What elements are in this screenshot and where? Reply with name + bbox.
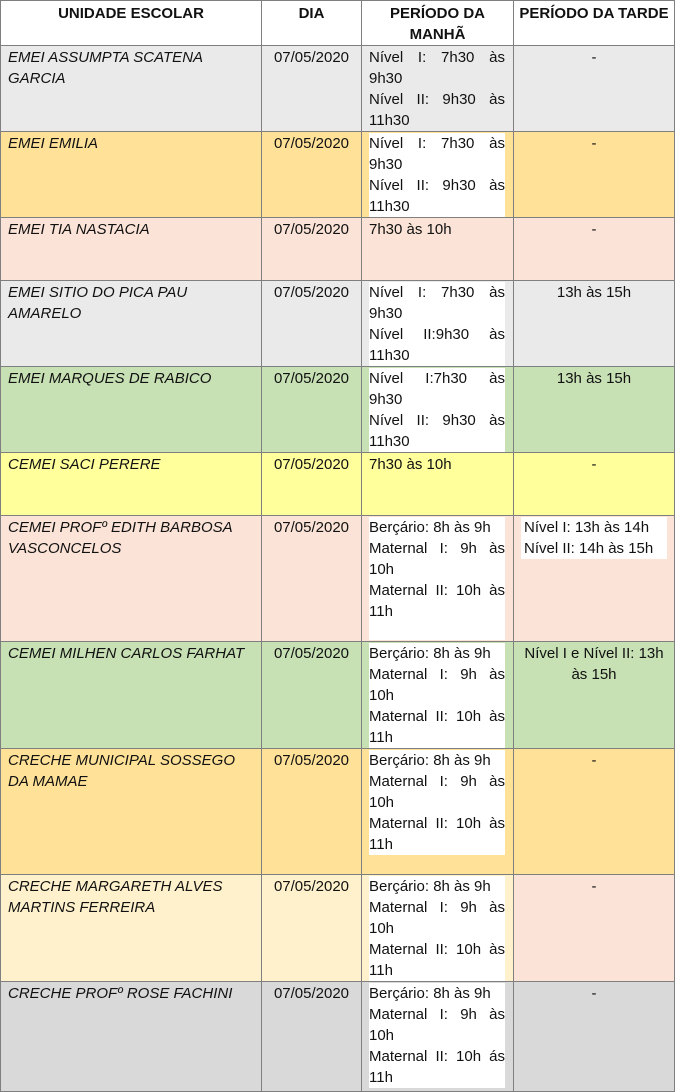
table-row — [1, 132, 675, 218]
afternoon-schedule: Nível I e Nível II: 13h às 15h — [524, 645, 664, 683]
morning-cell — [362, 749, 514, 875]
school-name: EMEI SITIO DO PICA PAU AMARELO — [1, 281, 262, 367]
school-name: CEMEI MILHEN CARLOS FARHAT — [1, 642, 262, 749]
morning-slot: Nível I:7h30 às 9h30 — [369, 370, 505, 408]
school-name: EMEI MARQUES DE RABICO — [1, 367, 262, 453]
afternoon-cell — [514, 367, 675, 453]
day-cell: 07/05/2020 — [262, 453, 362, 516]
afternoon-cell — [514, 642, 675, 749]
afternoon-cell — [514, 516, 675, 642]
morning-schedule — [369, 368, 505, 452]
school-name: EMEI EMILIA — [1, 132, 262, 218]
day-cell: 07/05/2020 — [262, 875, 362, 982]
morning-cell — [362, 132, 514, 218]
morning-schedule — [369, 282, 505, 366]
table-row — [1, 453, 675, 516]
morning-schedule — [369, 47, 505, 131]
morning-slot: Nível I: 7h30 às 9h30 — [369, 284, 505, 322]
table-row — [1, 875, 675, 982]
morning-slot: Nível II: 9h30 às 11h30 — [369, 177, 505, 215]
day-cell: 07/05/2020 — [262, 281, 362, 367]
morning-slot: 7h30 às 10h — [369, 456, 452, 473]
afternoon-cell — [514, 218, 675, 281]
afternoon-schedule: - — [591, 878, 597, 895]
morning-schedule — [369, 643, 505, 748]
table-row — [1, 281, 675, 367]
school-name: EMEI TIA NASTACIA — [1, 218, 262, 281]
morning-slot: Maternal II: 10h ás 11h — [369, 1048, 505, 1086]
afternoon-cell — [514, 982, 675, 1092]
day-cell: 07/05/2020 — [262, 367, 362, 453]
morning-slot: Maternal I: 9h às 10h — [369, 1006, 505, 1044]
morning-slot: Maternal I: 9h às 10h — [369, 666, 505, 704]
school-name: CEMEI PROFº EDITH BARBOSA VASCONCELOS — [1, 516, 262, 642]
morning-slot: Maternal II: 10h às 11h — [369, 941, 505, 979]
morning-slot: Nível II: 9h30 às 11h30 — [369, 412, 505, 450]
afternoon-cell — [514, 875, 675, 982]
morning-schedule — [369, 517, 505, 640]
morning-cell — [362, 46, 514, 132]
table-row — [1, 982, 675, 1092]
morning-cell — [362, 516, 514, 642]
morning-cell — [362, 367, 514, 453]
table-row — [1, 218, 675, 281]
header-morning: PERÍODO DA MANHÃ — [362, 1, 514, 46]
table-row — [1, 749, 675, 875]
header-row — [1, 1, 675, 46]
afternoon-cell — [514, 132, 675, 218]
afternoon-cell — [514, 281, 675, 367]
morning-cell — [362, 642, 514, 749]
school-name: CRECHE PROFº ROSE FACHINI — [1, 982, 262, 1092]
afternoon-schedule: 13h às 15h — [556, 284, 632, 301]
day-cell: 07/05/2020 — [262, 46, 362, 132]
morning-slot: Berçário: 8h às 9h — [369, 985, 491, 1002]
morning-slot: Maternal I: 9h às 10h — [369, 773, 505, 811]
morning-slot: Berçário: 8h às 9h — [369, 878, 491, 895]
morning-slot: Maternal II: 10h às 11h — [369, 708, 505, 746]
day-cell: 07/05/2020 — [262, 982, 362, 1092]
day-cell: 07/05/2020 — [262, 132, 362, 218]
morning-cell — [362, 218, 514, 281]
afternoon-schedule: - — [591, 456, 597, 473]
header-day: DIA — [262, 1, 362, 46]
afternoon-cell — [514, 749, 675, 875]
morning-slot: Nível I: 7h30 às 9h30 — [369, 49, 505, 87]
morning-schedule — [369, 454, 505, 475]
morning-schedule — [369, 219, 505, 240]
school-name: CRECHE MUNICIPAL SOSSEGO DA MAMAE — [1, 749, 262, 875]
header-school: UNIDADE ESCOLAR — [1, 1, 262, 46]
morning-slot: Nível I: 7h30 às 9h30 — [369, 135, 505, 173]
afternoon-schedule: - — [591, 49, 597, 66]
afternoon-schedule: - — [591, 985, 597, 1002]
afternoon-schedule: - — [591, 752, 597, 769]
school-name: CRECHE MARGARETH ALVES MARTINS FERREIRA — [1, 875, 262, 982]
morning-slot: Maternal I: 9h às 10h — [369, 899, 505, 937]
school-name: CEMEI SACI PERERE — [1, 453, 262, 516]
afternoon-schedule: - — [591, 135, 597, 152]
afternoon-cell — [514, 46, 675, 132]
header-afternoon: PERÍODO DA TARDE — [514, 1, 675, 46]
morning-slot: Nível II: 9h30 às 11h30 — [369, 91, 505, 129]
morning-schedule — [369, 876, 505, 981]
afternoon-schedule: - — [591, 221, 597, 238]
morning-slot: 7h30 às 10h — [369, 221, 452, 238]
morning-slot: Maternal II: 10h às 11h — [369, 815, 505, 853]
day-cell: 07/05/2020 — [262, 642, 362, 749]
morning-cell — [362, 982, 514, 1092]
afternoon-cell — [514, 453, 675, 516]
morning-slot: Maternal I: 9h às 10h — [369, 540, 505, 578]
morning-cell — [362, 453, 514, 516]
morning-slot: Berçário: 8h às 9h — [369, 519, 491, 536]
table-row — [1, 367, 675, 453]
morning-schedule — [369, 750, 505, 855]
afternoon-schedule: 13h às 15h — [556, 370, 632, 387]
morning-schedule — [369, 133, 505, 217]
morning-slot: Nível II:9h30 às 11h30 — [369, 326, 505, 364]
morning-slot: Berçário: 8h às 9h — [369, 752, 491, 769]
table-row — [1, 516, 675, 642]
morning-schedule — [369, 983, 505, 1088]
day-cell: 07/05/2020 — [262, 218, 362, 281]
afternoon-schedule: Nível I: 13h às 14h Nível II: 14h às 15h — [521, 517, 667, 559]
school-name: EMEI ASSUMPTA SCATENA GARCIA — [1, 46, 262, 132]
day-cell: 07/05/2020 — [262, 516, 362, 642]
morning-cell — [362, 281, 514, 367]
morning-cell — [362, 875, 514, 982]
morning-slot: Berçário: 8h às 9h — [369, 645, 491, 662]
table-row — [1, 46, 675, 132]
table-row — [1, 642, 675, 749]
day-cell: 07/05/2020 — [262, 749, 362, 875]
morning-slot: Maternal II: 10h às 11h — [369, 582, 505, 620]
